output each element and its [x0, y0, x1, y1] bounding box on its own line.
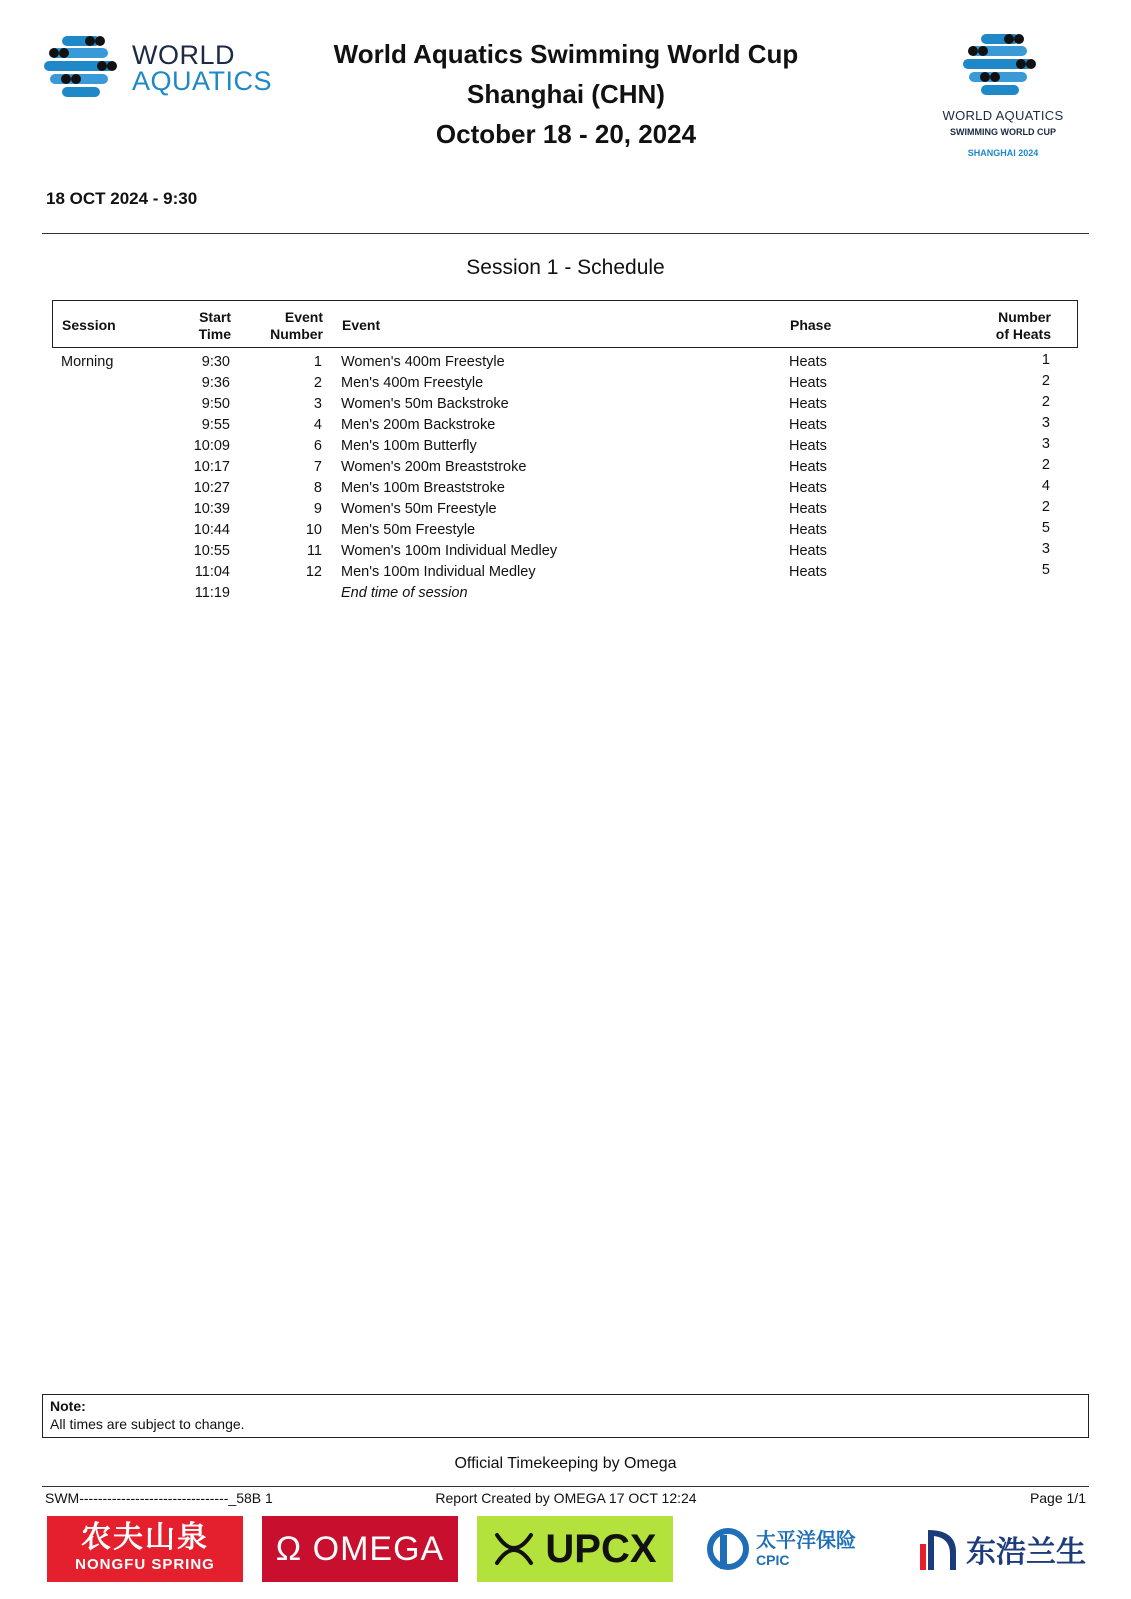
table-row: [52, 415, 1078, 436]
cell-heats: 3: [1041, 436, 1050, 452]
cell-heats: 2: [1041, 394, 1050, 410]
cell-event: Men's 50m Freestyle: [341, 522, 476, 538]
cpic-cn: 太平洋保险: [756, 1530, 856, 1552]
table-row: [52, 520, 1078, 541]
title-line-1: World Aquatics Swimming World Cup: [333, 39, 799, 69]
donghao-mark-icon: [920, 1524, 956, 1574]
sponsor-donghao-lansheng: [920, 1516, 1090, 1582]
nongfu-cn: 农夫山泉: [81, 1521, 209, 1554]
logo-right-line-1: WORLD AQUATICS: [942, 108, 1064, 123]
note-text: All times are subject to change.: [50, 1416, 245, 1432]
upcx-wordmark: UPCX: [545, 1526, 657, 1571]
cell-start-time: 9:36: [201, 375, 230, 391]
title-line-3: October 18 - 20, 2024: [435, 119, 697, 149]
cell-phase: Heats: [789, 543, 827, 559]
header-event: Event: [342, 317, 381, 333]
cell-start-time: 10:44: [193, 522, 230, 538]
cell-event-number: 3: [313, 396, 322, 412]
cell-start-time: 10:55: [193, 543, 230, 559]
session-datetime: 18 OCT 2024 - 9:30: [46, 189, 198, 208]
cell-heats: 3: [1041, 541, 1050, 557]
header-session: Session: [62, 317, 116, 333]
sponsor-nongfu-spring: [47, 1516, 243, 1582]
cell-event-number: 10: [305, 522, 322, 538]
cell-heats: 2: [1041, 499, 1050, 515]
omega-wordmark: Ω OMEGA: [275, 1529, 445, 1568]
cell-event-number: 6: [313, 438, 322, 454]
page-number: Page 1/1: [1029, 1490, 1086, 1506]
cell-phase: Heats: [789, 438, 827, 454]
cell-event: Women's 200m Breaststroke: [341, 459, 527, 475]
header-start-time: Start Time: [198, 309, 231, 342]
table-row: [52, 499, 1078, 520]
table-row: [52, 478, 1078, 499]
cell-event: Women's 100m Individual Medley: [341, 543, 558, 559]
cell-heats: 3: [1041, 415, 1050, 431]
cell-heats: 2: [1041, 373, 1050, 389]
title-line-2: Shanghai (CHN): [467, 79, 665, 109]
session-title: Session 1 - Schedule: [466, 256, 665, 279]
donghao-cn: 东浩兰生: [966, 1536, 1086, 1569]
logo-word-aquatics: AQUATICS: [132, 66, 273, 96]
table-row: [52, 457, 1078, 478]
cell-phase: Heats: [789, 501, 827, 517]
report-code: SWM--------------------------------_58B 1: [45, 1490, 273, 1506]
cell-event: Women's 400m Freestyle: [341, 354, 505, 370]
cell-event: Men's 100m Breaststroke: [341, 480, 505, 496]
world-aquatics-mark-icon: [44, 34, 124, 102]
nongfu-en: NONGFU SPRING: [75, 1556, 215, 1573]
cell-event-number: 7: [313, 459, 322, 475]
header-number-of-heats: Number of Heats: [995, 309, 1051, 342]
cell-event: Men's 400m Freestyle: [341, 375, 484, 391]
cell-event-number: 9: [313, 501, 322, 517]
cell-event: Men's 100m Individual Medley: [341, 564, 536, 580]
table-row: [52, 352, 1078, 373]
cell-event-number: 1: [313, 354, 322, 370]
schedule-table-body: [52, 352, 1078, 604]
world-aquatics-logo: [44, 34, 304, 104]
table-row: [52, 394, 1078, 415]
cell-heats: 4: [1041, 478, 1050, 494]
cell-phase: Heats: [789, 459, 827, 475]
timekeeping-credit: Official Timekeeping by Omega: [454, 1455, 677, 1472]
cell-heats: 2: [1041, 457, 1050, 473]
cell-event-number: 8: [313, 480, 322, 496]
cell-session: Morning: [61, 354, 114, 370]
cell-start-time: 10:27: [193, 480, 230, 496]
table-row: [52, 541, 1078, 562]
sponsor-cpic: [706, 1516, 886, 1582]
cell-start-time: 9:50: [201, 396, 230, 412]
world-cup-mark-icon: [963, 32, 1043, 100]
note-box: [42, 1394, 1089, 1438]
header-divider: [42, 233, 1089, 234]
cpic-mark-icon: [706, 1525, 750, 1573]
cell-phase: Heats: [789, 396, 827, 412]
cell-start-time: 11:04: [194, 564, 230, 580]
footer-divider: [42, 1486, 1089, 1487]
header-phase: Phase: [790, 317, 832, 333]
logo-right-line-2: SWIMMING WORLD CUP: [950, 127, 1056, 137]
cell-start-time: 10:39: [193, 501, 230, 517]
header-event-number: Event Number: [270, 309, 323, 342]
cell-event-number: 11: [306, 543, 322, 559]
cell-start-time: 9:30: [201, 354, 230, 370]
table-row: [52, 373, 1078, 394]
document-title: [300, 34, 832, 154]
cell-heats: 5: [1041, 520, 1050, 536]
upcx-mark-icon: [493, 1531, 535, 1567]
cell-end-label: End time of session: [341, 585, 468, 601]
cell-phase: Heats: [789, 417, 827, 433]
cell-phase: Heats: [789, 522, 827, 538]
cell-phase: Heats: [789, 354, 827, 370]
cell-event-number: 2: [313, 375, 322, 391]
cell-phase: Heats: [789, 480, 827, 496]
note-label: Note:: [50, 1398, 86, 1414]
cpic-en: CPIC: [756, 1552, 790, 1568]
cell-start-time: 10:09: [193, 438, 230, 454]
cell-event: Men's 100m Butterfly: [341, 438, 477, 454]
table-row: [52, 436, 1078, 457]
logo-right-line-3: SHANGHAI 2024: [967, 148, 1039, 158]
cell-event: Women's 50m Freestyle: [341, 501, 497, 517]
cell-heats: 1: [1041, 352, 1050, 368]
logo-word-world: WORLD: [132, 40, 235, 70]
table-row-end-time: [52, 583, 1078, 604]
sponsor-omega: [262, 1516, 458, 1582]
schedule-table-header: [52, 300, 1078, 348]
cell-event: Men's 200m Backstroke: [341, 417, 496, 433]
cell-event-number: 4: [313, 417, 322, 433]
cell-event: Women's 50m Backstroke: [341, 396, 509, 412]
cell-end-time: 11:19: [194, 585, 230, 601]
swimming-world-cup-logo: [918, 32, 1088, 162]
cell-start-time: 9:55: [201, 417, 230, 433]
cell-heats: 5: [1041, 562, 1050, 578]
cell-event-number: 12: [305, 564, 322, 580]
sponsor-upcx: [477, 1516, 673, 1582]
cell-start-time: 10:17: [193, 459, 230, 475]
report-created: Report Created by OMEGA 17 OCT 12:24: [435, 1490, 697, 1506]
table-row: [52, 562, 1078, 583]
cell-phase: Heats: [789, 375, 827, 391]
cell-phase: Heats: [789, 564, 827, 580]
